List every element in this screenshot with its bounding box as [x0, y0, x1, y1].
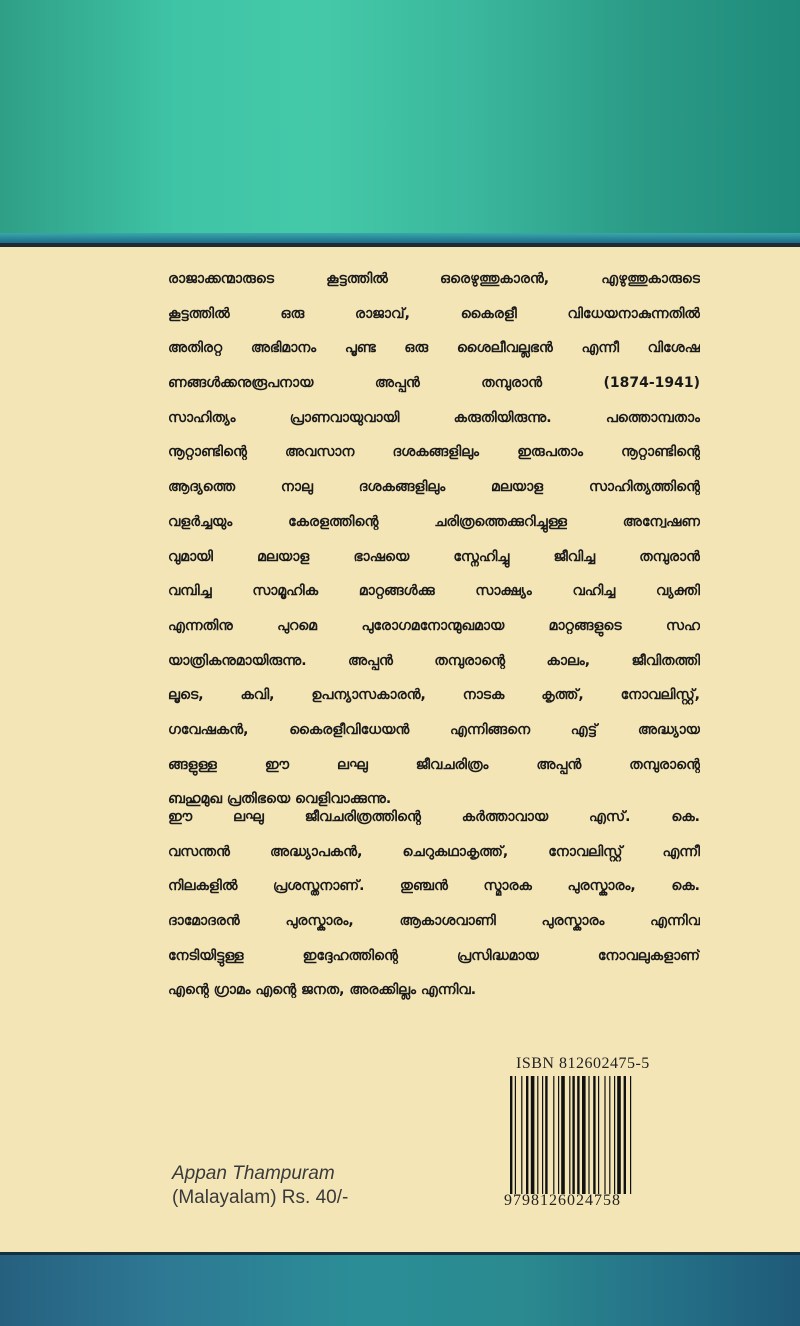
barcode-bar [577, 1076, 579, 1194]
blurb-line: ലൂടെ, കവി, ഉപന്യാസകാരൻ, നാടക കൃത്ത്, നോവലിസ്റ്റ്, [168, 687, 700, 704]
book-title-block [172, 1163, 348, 1209]
blurb-line: വുമായി മലയാള ഭാഷയെ സ്നേഹിച്ചു ജീവിച്ച തമ്പുരാൻ [168, 548, 700, 565]
barcode-bar [572, 1076, 574, 1194]
barcode-bar [545, 1076, 547, 1194]
barcode-bar [510, 1076, 512, 1194]
blurb-line: വസന്തൻ അദ്ധ്യാപകൻ, ചെറുകഥാകൃത്ത്, നോവലിസ്റ്റ് എന്നീ [168, 843, 700, 860]
barcode-bar [521, 1076, 522, 1194]
blurb-line: വമ്പിച്ച സാമൂഹിക മാറ്റങ്ങൾക്കു സാക്ഷ്യം വഹിച്ച വ്യക്തി [168, 583, 700, 600]
barcode-bar [630, 1076, 631, 1194]
blurb-line: എന്റെ ഗ്രാമം എന്റെ ജനത, അരക്കില്ലം എന്നിവ. [168, 982, 477, 999]
blurb-line: വളർച്ചയും കേരളത്തിന്റെ ചരിത്രത്തെക്കുറിച്ചുള്ള അന്വേഷണ [168, 513, 700, 530]
barcode-bar [561, 1076, 565, 1194]
barcode-bar [569, 1076, 570, 1194]
blurb-line: നൂറ്റാണ്ടിന്റെ അവസാന ദശകങ്ങളിലും ഇരുപതാം നൂറ്റാണ്ടിന്റെ [168, 444, 700, 461]
barcode-bar [617, 1076, 621, 1194]
bottom-color-band [0, 1252, 800, 1326]
blurb-line: രാജാക്കന്മാരുടെ കൂട്ടത്തിൽ ഒരെഴുത്തുകാരൻ, എഴുത്തുകാരുടെ [168, 271, 700, 287]
barcode-bar [526, 1076, 528, 1194]
blurb-line: ദാമോദരൻ പുരസ്കാരം, ആകാശവാണി പുരസ്കാരം എന്നിവ [168, 913, 700, 930]
blurb-line: സാഹിത്യം പ്രാണവായുവായി കരുതിയിരുന്നു. പത്തൊമ്പതാം [168, 409, 700, 426]
blurb-line: ങ്ങളുള്ള ഈ ലഘു ജീവചരിത്രം അപ്പൻ തമ്പുരാന്റെ [168, 756, 700, 773]
barcode-bar [537, 1076, 538, 1194]
blurb-paragraph-2 [168, 800, 700, 1008]
barcode-bar [593, 1076, 595, 1194]
blurb-line: എന്നതിനു പുറമെ പുരോഗമനോന്മുഖമായ മാറ്റങ്ങളുടെ സഹ [168, 617, 700, 634]
barcode-bar [553, 1076, 554, 1194]
blurb-line: അതിരറ്റ അഭിമാനം പൂണ്ട ഒരു ശൈലീവല്ലഭൻ എന്നീ വിശേഷ [168, 340, 700, 357]
blurb-paragraph-1 [168, 262, 700, 817]
isbn-label: ISBN 812602475-5 [516, 1055, 650, 1072]
barcode-bar [624, 1076, 626, 1194]
book-language-price: (Malayalam) Rs. 40/- [172, 1187, 349, 1208]
barcode-image [508, 1076, 674, 1194]
top-color-band [0, 0, 800, 243]
barcode-bar [531, 1076, 535, 1194]
blurb-line: നേടിയിട്ടുള്ള ഇദ്ദേഹത്തിന്റെ പ്രസിദ്ധമായ നോവലുകളാണ് [168, 947, 700, 964]
blurb-line: ഗവേഷകൻ, കൈരളീവിധേയൻ എന്നിങ്ങനെ എട്ട് അദ്ധ്യായ [168, 721, 700, 738]
blurb-line: ഈ ലഘു ജീവചരിത്രത്തിന്റെ കർത്താവായ എസ്. കെ. [168, 809, 700, 825]
barcode-bar [598, 1076, 599, 1194]
barcode-bar [609, 1076, 610, 1194]
barcode-bar [542, 1076, 543, 1194]
barcode-digits: 9798126024758 [504, 1192, 621, 1209]
barcode-bar [614, 1076, 615, 1194]
blurb-line: ആദ്യത്തെ നാലു ദശകങ്ങളിലും മലയാള സാഹിത്യത്തിന്റെ [168, 479, 700, 496]
barcode-bar [515, 1076, 516, 1194]
book-title: Appan Thampuram [172, 1163, 335, 1184]
barcode-bar [558, 1076, 559, 1194]
blurb-line: ബഹുമുഖ പ്രതിഭയെ വെളിവാക്കുന്നു. [168, 791, 392, 808]
barcode-bar [582, 1076, 586, 1194]
blurb-line: കൂട്ടത്തിൽ ഒരു രാജാവ്, കൈരളീ വിധേയനാകുന്നതിൽ [168, 305, 700, 322]
barcode-bar [604, 1076, 605, 1194]
barcode-bar [588, 1076, 589, 1194]
blurb-line: ണങ്ങൾക്കനുരൂപനായ അപ്പൻ തമ്പുരാൻ (1874-1941) [168, 375, 700, 392]
blurb-line: യാത്രികനുമായിരുന്നു. അപ്പൻ തമ്പുരാന്റെ കാലം, ജീവിതത്തി [168, 652, 700, 669]
band-divider [0, 243, 800, 247]
blurb-line: നിലകളിൽ പ്രശസ്തനാണ്. തുഞ്ചൻ സ്മാരക പുരസ്കാരം, കെ. [168, 878, 700, 895]
